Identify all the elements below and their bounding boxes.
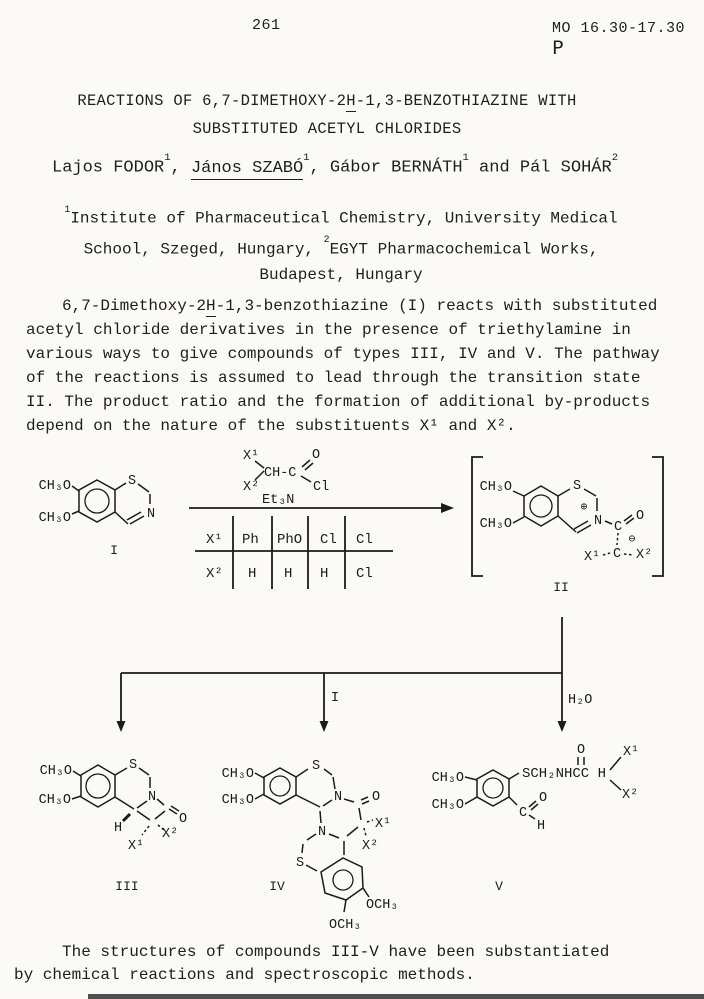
methoxy-label: CH₃O [479,480,512,495]
table-cell: H [248,566,257,582]
methoxy-label: CH₃O [38,479,71,494]
author-3: Gábor BERNÁTH [329,158,463,178]
author-list: Lajos FODOR$^1$, János SZABÓ$^1$, Gábor BERNÁTH$^1$ and Pál SOHÁR$^2$ [52,152,619,178]
sulfur-atom: S [572,479,582,494]
table-cell: X¹ [206,532,223,548]
methoxy-label: OCH₃ [329,918,362,933]
sulfur-atom: S [311,759,321,774]
abstract-line6: depend on the nature of the substituents X¹ and X². [26,417,516,435]
table-cell: PhO [277,532,303,548]
oxygen-atom: O [371,790,381,805]
table-cell: H [284,566,293,582]
substituent-x1: X¹ [375,817,392,832]
thioamide-chain: SCH₂NHCC H [522,766,607,782]
aldehyde-carbon: C [518,806,528,821]
arrow-head [117,721,126,732]
nitrogen-atom: N [146,507,156,522]
author-1: Lajos FODOR [52,158,165,178]
branch-arrows [117,617,593,732]
affiliation-line1: $^1$Institute of Pharmaceutical Chemistry, University Medical [64,203,618,228]
methoxy-label: CH₃O [431,798,464,813]
affiliations [10,201,672,288]
substituent-table [195,516,393,589]
substituent-x2: X² [636,548,653,563]
nitrogen-atom: N [317,825,327,840]
minus-charge-icon: ⊖ [628,531,636,545]
plus-charge-icon: ⊕ [580,499,588,513]
arrow-label-I: I [331,691,340,706]
reaction-arrow-head [441,503,454,513]
methoxy-label: OCH₃ [366,898,399,913]
affiliation-line2: School, Szeged, Hungary, $^2$EGYT Pharmacochemical Works, [83,234,599,259]
substituent-x2: X² [362,839,379,854]
abstract-line3: various ways to give compounds of types III, IV and V. The pathway [26,345,660,363]
oxygen-atom: O [178,812,188,827]
abstract-line2: acetyl chloride derivatives in the presence of triethylamine in [26,321,631,339]
session-header [552,20,704,59]
abstract-line4: of the reactions is assumed to lead through the transition state [26,369,641,387]
underlined-H: H [346,92,356,110]
structure-I [39,474,155,558]
abstract-line5: II. The product ratio and the formation of additional by-products [26,393,651,411]
arrow-label-water: H₂O [568,693,593,708]
table-cell: Cl [356,566,373,582]
substituent-x1: X¹ [128,839,145,854]
methoxy-label: CH₃O [431,771,464,786]
methoxy-label: CH₃O [39,764,72,779]
substituent-x1: X¹ [623,745,640,760]
author-4: Pál SOHÁR [519,158,612,178]
structure-IV [222,759,399,933]
reaction-scheme [0,430,704,945]
oxygen-atom: O [538,791,548,806]
methoxy-label: CH₃O [221,767,254,782]
abstract-line1: 6,7-Dimethoxy-2H-1,3-benzothiazine (I) reacts with substituted [62,297,658,315]
title-line2: SUBSTITUTED ACETYL CHLORIDES [192,120,462,138]
title-line1: REACTIONS OF 6,7-DIMETHOXY-2H-1,3-BENZOTHIAZINE WITH [77,92,577,110]
carbanion-carbon: C [612,547,622,562]
paper-title [0,87,654,143]
reagent-acetyl-chloride [189,448,454,513]
methoxy-label: CH₃O [38,511,71,526]
arrow-head [320,721,329,732]
table-cell: Cl [356,532,373,548]
structure-V [432,743,640,894]
table-cell: X² [206,566,223,582]
nitrogen-atom: N [333,790,343,805]
table-cell: Ph [242,532,259,548]
arrow-head [558,721,567,732]
closing-line1: The structures of compounds III-V have been substantiated [62,943,610,961]
methoxy-label: CH₃O [221,793,254,808]
sulfur-atom: S [127,474,137,489]
compound-label-V: V [495,879,503,894]
session-code: MO 16.30-17.30 [552,20,686,37]
abstract [26,294,686,438]
nitrogen-atom: N [147,790,157,805]
structure-II [472,457,663,595]
compound-label-I: I [110,543,118,558]
substituent-x2: X² [243,480,260,495]
hydrogen-atom: H [113,821,123,836]
page-number: 261 [252,17,281,34]
methoxy-label: CH₃O [38,793,71,808]
compound-label-II: II [553,580,569,595]
affiliation-line3: Budapest, Hungary [259,265,423,284]
table-cell: H [320,566,329,582]
sulfur-atom: S [295,856,305,871]
oxygen-atom: O [311,448,321,463]
triethylamine-label: Et₃N [262,493,295,508]
scan-edge-artifact [88,994,704,999]
oxygen-atom: O [635,509,645,524]
closing-paragraph [14,941,694,987]
right-bracket [652,457,663,576]
chlorine-atom: Cl [313,480,330,495]
oxygen-atom: O [576,743,586,758]
substituent-x2: X² [622,788,639,803]
nitrogen-atom: N [593,514,603,529]
carbonyl-carbon: C [613,520,623,535]
session-code-p: P [552,37,564,59]
methoxy-label: CH₃O [479,517,512,532]
compound-label-III: III [115,879,139,894]
substituent-x1: X¹ [243,449,260,464]
closing-line2: by chemical reactions and spectroscopic methods. [14,966,475,984]
reagent-chain: CH-C [264,466,297,481]
table-cell: Cl [320,532,337,548]
sulfur-atom: S [128,758,138,773]
compound-label-IV: IV [269,879,285,894]
structure-III [39,758,187,894]
substituent-x1: X¹ [584,550,601,565]
hydrogen-atom: H [536,819,546,834]
author-2-presenting: János SZABÓ [190,158,304,178]
substituent-x2: X² [162,827,179,842]
